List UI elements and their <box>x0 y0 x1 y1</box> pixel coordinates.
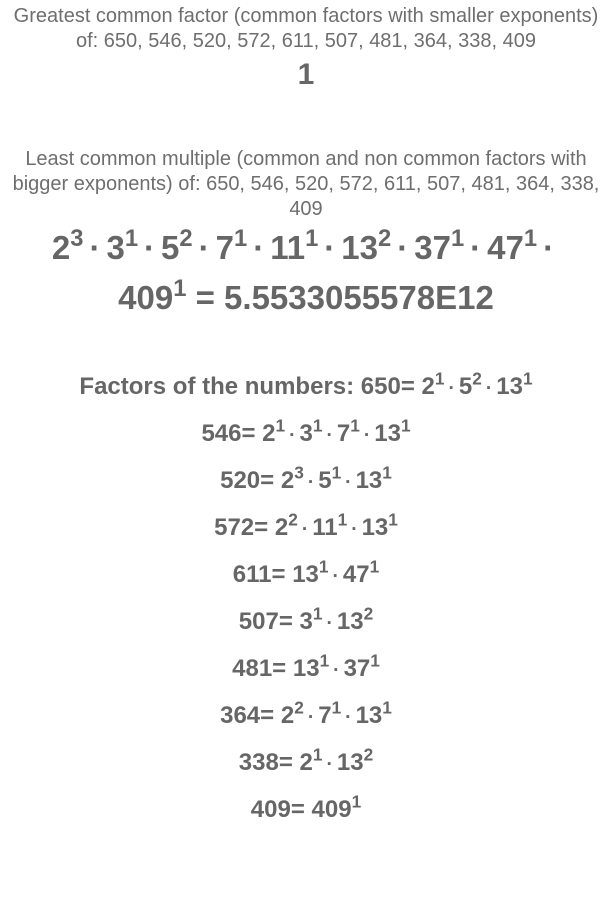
lcm-factor: $2^3$ <box>51 224 84 266</box>
prime-factor: $2^1$ <box>421 368 445 400</box>
lcm-label: Least common multiple (common and non common factors with bigger exponents) of: 650, 546, 520, 572, 611, 507, 481, 364, 338, 409 <box>12 148 600 220</box>
prime-factor: $37^1$ <box>343 650 380 682</box>
prime-factor: $13^1$ <box>292 556 329 588</box>
factor-number: 481= <box>232 655 287 682</box>
prime-factor: $13^1$ <box>496 368 533 400</box>
prime-factor: $47^1$ <box>342 556 380 588</box>
factor-number: 409= <box>250 796 305 823</box>
prime-factor: $13^2$ <box>336 744 374 776</box>
prime-factor: $2^1$ <box>262 415 286 447</box>
prime-factor: $7^1$ <box>336 415 360 447</box>
factor-number: 611= <box>232 561 286 588</box>
prime-factor: $3^1$ <box>299 603 323 635</box>
factor-line: $481= 13^1 \cdot 37^1$ <box>232 650 380 682</box>
lcm-factor: $47^1$ <box>487 224 538 266</box>
factor-line: $546= 2^1 \cdot 3^1 \cdot 7^1 \cdot 13^1$ <box>201 415 411 447</box>
factor-number: 572= <box>214 514 269 541</box>
lcm-factor: $11^1$ <box>270 224 319 266</box>
gcf-value: 1 <box>297 58 315 91</box>
prime-factor: $2^1$ <box>299 744 323 776</box>
factor-number: 520= <box>220 467 275 494</box>
factor-line: $520= 2^3 \cdot 5^1 \cdot 13^1$ <box>220 462 392 494</box>
lcm-factor: $7^1$ <box>215 224 248 266</box>
lcm-factor: $13^2$ <box>341 224 392 266</box>
prime-factor: $2^3$ <box>280 462 304 494</box>
lcm-factor: $3^1$ <box>106 224 139 266</box>
lcm-factor: $5^2$ <box>161 224 193 266</box>
factor-line: Factors of the numbers: $650= 2^1 \cdot 5^2 \cdot 13^1$ <box>79 368 533 400</box>
lcm-expression-line-1: $2^3 \cdot 3^1 \cdot 5^2 \cdot 7^1 \cdot 11^1 \cdot 13^2 \cdot 37^1 \cdot 47^1$ · <box>51 224 555 266</box>
prime-factor: $13^1$ <box>361 509 398 541</box>
prime-factor: $13^2$ <box>336 603 374 635</box>
prime-factor: $2^2$ <box>274 509 298 541</box>
factor-line: $507= 3^1 \cdot 13^2$ <box>238 603 374 635</box>
lcm-factor: $409^1$ <box>118 274 187 316</box>
prime-factor: $11^1$ <box>312 509 348 541</box>
prime-factor: $13^1$ <box>292 650 330 682</box>
prime-factor: $13^1$ <box>355 462 392 494</box>
factor-line: $611= 13^1 \cdot 47^1$ <box>232 556 380 588</box>
lcm-result: = 5.5533055578E12 <box>195 279 494 316</box>
prime-factor: $5^1$ <box>318 462 342 494</box>
factor-number: 338= <box>238 749 293 776</box>
factor-line: $364= 2^2 \cdot 7^1 \cdot 13^1$ <box>220 697 392 729</box>
prime-factor: $7^1$ <box>318 697 342 729</box>
gcf-label: Greatest common factor (common factors with smaller exponents) of: 650, 546, 520, 572, 611, 507, 481, 364, 338, 409 <box>13 5 599 52</box>
factor-line: $572= 2^2 \cdot 11^1 \cdot 13^1$ <box>214 509 398 541</box>
factor-number: 546= <box>201 420 256 447</box>
factor-list <box>6 364 606 832</box>
factor-number: 364= <box>220 702 275 729</box>
prime-factor: $13^1$ <box>374 415 411 447</box>
prime-factor: $5^2$ <box>458 368 482 400</box>
factors-header: Factors of the numbers: <box>79 373 355 400</box>
prime-factor: $2^2$ <box>280 697 304 729</box>
prime-factor: $409^1$ <box>311 791 362 823</box>
prime-factor: $3^1$ <box>299 415 323 447</box>
prime-factor: $13^1$ <box>355 697 392 729</box>
factor-number: 650= <box>360 373 415 400</box>
lcm-expression-line-2 <box>6 274 606 322</box>
factor-number: 507= <box>238 608 293 635</box>
factor-line <box>6 787 606 832</box>
factor-line: $338= 2^1 \cdot 13^2$ <box>238 744 374 776</box>
lcm-factor: $37^1$ <box>414 224 465 266</box>
